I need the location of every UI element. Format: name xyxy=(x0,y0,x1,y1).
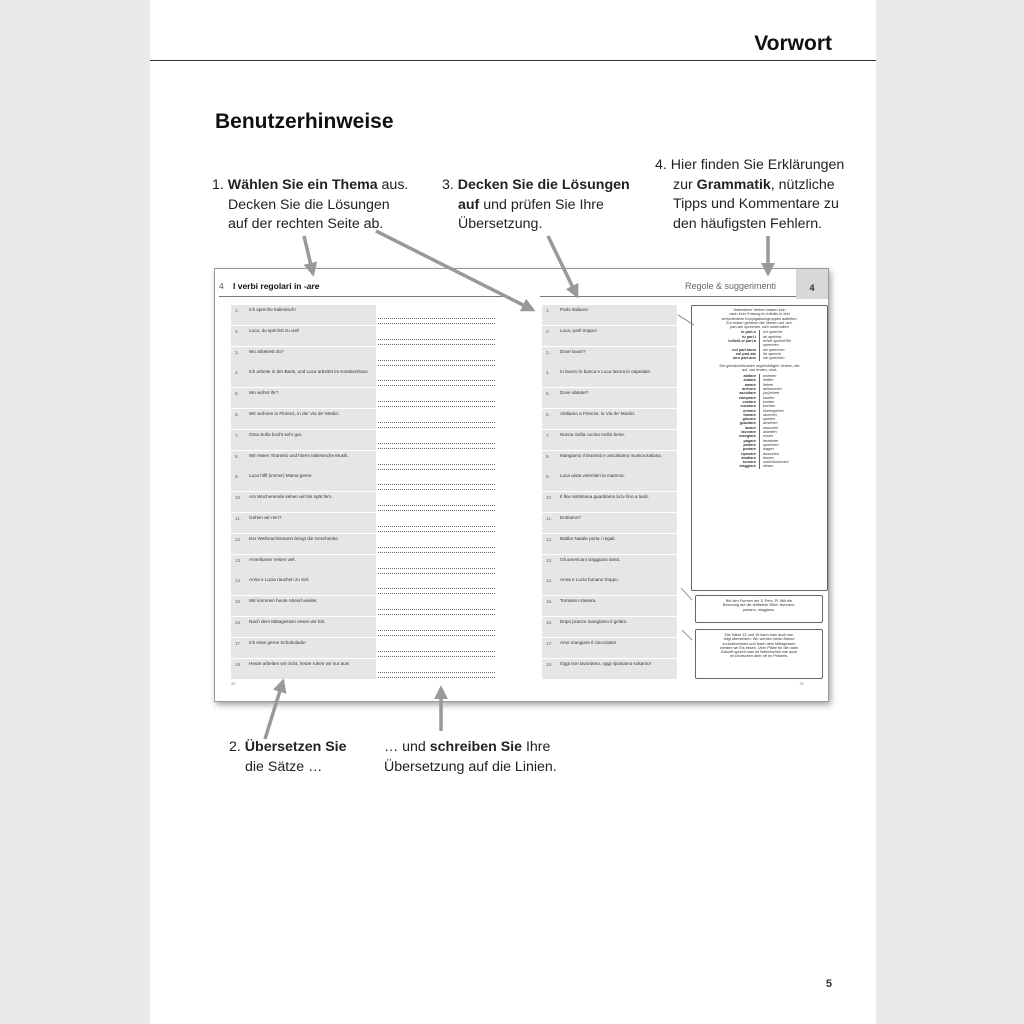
answer-line xyxy=(378,484,495,485)
answer-line xyxy=(378,593,495,594)
german-sentence xyxy=(231,471,376,491)
solution-text: Nonna Sofia cucina molto bene. xyxy=(560,431,626,437)
german-sentence xyxy=(231,347,376,367)
german-sentence xyxy=(231,513,376,533)
sentence-text: Amerikaner reisen viel. xyxy=(249,556,296,562)
verb-italian: lavare xyxy=(745,425,756,430)
instruction-3: 3. Decken Sie die Lösungen auf und prüfen Sie Ihre Übersetzung. xyxy=(442,177,630,232)
solution-number: 9. xyxy=(546,474,550,480)
answer-line xyxy=(378,464,495,465)
verb-german: kochen xyxy=(763,404,776,409)
verb-italian: abitare xyxy=(743,374,756,379)
header-rule xyxy=(150,60,876,61)
sentence-text: Wir wohnen in Florenz, in der Via de' Medici. xyxy=(249,411,340,416)
answer-line xyxy=(378,427,495,428)
left-page-heading: 4 I verbi regolari in -are xyxy=(219,281,320,291)
document-page xyxy=(150,0,876,1024)
answer-line xyxy=(378,448,495,449)
verb-german: ankommen xyxy=(763,387,782,392)
conjugation-italian: lui/lei/Lei parl-a xyxy=(728,339,756,344)
sentence-text: Am Wochenende sehen wir bis spät fern. xyxy=(249,494,333,500)
sentence-number: 18. xyxy=(235,661,242,667)
sentence-number: 10. xyxy=(235,495,242,501)
italian-solution xyxy=(542,534,677,554)
verb-german: lieben xyxy=(763,382,774,387)
german-sentence xyxy=(231,638,376,658)
header-title: Vorwort xyxy=(754,32,832,55)
solution-text: Gli americani viaggiano tanto. xyxy=(560,556,621,562)
verb-italian: riposare xyxy=(741,451,756,456)
answer-line xyxy=(378,630,495,631)
solution-number: 11. xyxy=(546,516,553,521)
sentence-text: Oma Sofia kocht sehr gut. xyxy=(249,431,303,437)
grammar-text: Betonung auf die drittletzte Silbe: lavorano, xyxy=(722,603,796,608)
conjugation-german: sie sprechen xyxy=(763,356,785,361)
answer-line xyxy=(378,609,495,610)
sentence-text: Luca hilft (immer) Mama gerne. xyxy=(249,473,313,479)
solution-text: Babbo Natale porta i regali. xyxy=(560,535,616,541)
solution-number: 6. xyxy=(546,412,550,417)
german-sentence xyxy=(231,659,376,679)
verb-german: wohnen xyxy=(763,374,777,379)
sentence-number: 1. xyxy=(235,308,239,313)
solution-text: Parlo italiano! xyxy=(560,307,588,312)
answer-line xyxy=(378,318,495,319)
verb-german: sprechen xyxy=(763,442,779,447)
german-sentence xyxy=(231,451,376,471)
answer-line xyxy=(378,552,495,553)
solution-number: 3. xyxy=(546,349,550,355)
sentence-number: 17. xyxy=(235,640,242,646)
german-sentence xyxy=(231,367,376,387)
left-heading-rule xyxy=(219,296,510,297)
grammar-text: verschiedene Konjugationsgruppen aufteilen. xyxy=(721,316,798,321)
verb-italian: tornare xyxy=(742,460,756,465)
solution-number: 13. xyxy=(546,557,553,563)
conjugation-german: du sprichst xyxy=(763,334,782,339)
verb-german: hineingehen xyxy=(763,408,784,413)
verb-italian: parlare xyxy=(743,442,756,447)
verb-italian: viaggiare xyxy=(739,464,756,469)
sentence-number: 4. xyxy=(235,370,239,376)
sentence-number: 7. xyxy=(235,432,239,438)
sentence-text: Ich arbeite in der Bank, und Luca arbeitet im Krankenhaus. xyxy=(249,369,369,375)
italian-solution xyxy=(542,575,677,595)
solution-number: 8. xyxy=(546,453,550,459)
solution-text: Anna e Lucia fumano troppo. xyxy=(560,577,619,583)
german-sentence xyxy=(231,596,376,616)
german-sentence xyxy=(231,430,376,450)
verb-german: ansehen xyxy=(763,421,778,426)
answer-line xyxy=(378,401,495,402)
answer-line xyxy=(378,651,495,652)
german-sentence xyxy=(231,555,376,575)
german-sentence xyxy=(231,575,376,595)
verb-german: rauchen xyxy=(763,412,777,417)
verb-italian: giocare xyxy=(742,417,756,422)
verb-german: ausruhen xyxy=(763,451,779,456)
instruction-2b: … und schreiben Sie Ihre Übersetzung auf die Linien. xyxy=(384,739,557,775)
solution-number: 14. xyxy=(546,578,553,584)
sentence-number: 12. xyxy=(235,536,242,542)
grammar-text: nach ihrer Endung im Infinitiv in drei xyxy=(729,312,790,317)
italian-solution xyxy=(542,596,677,616)
verb-german: lernen xyxy=(763,455,774,460)
verb-german: kosten xyxy=(763,399,775,404)
verb-italian: lavorare xyxy=(741,430,756,435)
answer-line xyxy=(378,672,495,673)
answer-line xyxy=(378,365,495,366)
conjugation-german: ich spreche xyxy=(763,330,783,335)
answer-line xyxy=(378,635,495,636)
verb-italian: arrivare xyxy=(742,387,756,392)
answer-line xyxy=(378,385,495,386)
grammar-text: Die gebräuchlichsten regelmäßigen Verben, die xyxy=(719,363,800,368)
sentence-text: Ich esse gerne Schokolade! xyxy=(249,639,306,645)
sentence-number: 8. xyxy=(235,453,239,459)
verb-italian: aiutare xyxy=(743,378,756,383)
answer-line xyxy=(378,469,495,470)
solution-text: Dove abitate? xyxy=(560,390,589,396)
answer-line xyxy=(378,677,495,678)
answer-line xyxy=(378,489,495,490)
verb-italian: ascoltare xyxy=(739,391,756,396)
conjugation-german: wir sprechen xyxy=(763,347,785,352)
sentence-number: 16. xyxy=(235,620,242,625)
answer-line xyxy=(378,344,495,345)
page-number: 5 xyxy=(825,978,832,990)
verb-german: bezahlen xyxy=(763,438,779,443)
german-sentence xyxy=(231,326,376,346)
answer-line xyxy=(378,656,495,657)
german-sentence xyxy=(231,617,376,637)
solution-number: 18. xyxy=(546,661,553,667)
italian-solution xyxy=(542,471,677,491)
verb-german: reisen xyxy=(763,464,774,469)
italian-solution xyxy=(542,617,677,637)
grammar-text: parlano, viaggiano. xyxy=(742,607,776,612)
solution-text: Entriamo? xyxy=(560,515,581,520)
grammar-text: auf -are enden, sind: xyxy=(742,367,777,372)
grammar-text: werden wir Eis essen. Über Pläne für die nahe xyxy=(719,645,799,650)
answer-line xyxy=(378,422,495,423)
conjugation-german: er/sie spricht/Sie xyxy=(763,339,792,344)
verb-german: tragen xyxy=(763,447,774,452)
italian-solution xyxy=(542,659,677,679)
verb-italian: entrare xyxy=(743,408,756,413)
conjugation-german: ihr sprecht xyxy=(763,351,781,356)
verb-italian: fumare xyxy=(743,412,756,417)
instruction-4: 4. Hier finden Sie Erklärungen zur Grammatik, nützliche Tipps und Kommentare zu den häufigsten Fehlern. xyxy=(655,157,845,232)
solution-number: 5. xyxy=(546,391,550,397)
italian-solution xyxy=(542,451,677,471)
italian-solution xyxy=(542,347,677,367)
verb-italian: guardare xyxy=(739,421,756,426)
verb-german: spielen xyxy=(763,417,776,422)
sentence-text: Wo wohnt ihr? xyxy=(249,390,279,396)
italian-solution xyxy=(542,638,677,658)
grammar-text: Zur ersten gehören die Verben auf -are. xyxy=(726,320,793,325)
solution-text: Torniamo stasera. xyxy=(560,598,597,604)
answer-line xyxy=(378,505,495,506)
sentence-text: Anna e Lucia rauchen zu viel. xyxy=(249,577,310,583)
solution-number: 2. xyxy=(546,328,550,334)
solution-number: 17. xyxy=(546,640,553,646)
grammar-text: Zukunft spricht man im Italienischen wie auch xyxy=(720,650,798,655)
italian-solution xyxy=(542,388,677,408)
conjugation-italian: loro parl-ano xyxy=(732,356,756,361)
verb-italian: portare xyxy=(742,447,756,452)
verb-italian: cucinare xyxy=(740,404,756,409)
solution-text: Oggi non lavoriamo, oggi riposiamo soltanto! xyxy=(560,660,651,666)
grammar-text: folgt übersetzen: Wir werden heute Abend xyxy=(723,637,795,642)
sentence-text: Heute arbeiten wir nicht, heute ruhen wir nur aus! xyxy=(249,660,350,666)
right-heading-rule xyxy=(540,296,796,297)
conjugation-italian: io parl-o xyxy=(741,330,756,335)
sentence-text: Wir essen Tiramisù und hören italienische Musik. xyxy=(249,452,349,458)
grammar-box-main xyxy=(691,305,828,591)
answer-line xyxy=(378,380,495,381)
grammar-text: Die Sätze 15 und 16 kann man auch wie xyxy=(724,633,794,637)
verb-italian: comprare xyxy=(738,395,756,400)
sentence-number: 9. xyxy=(235,474,239,480)
solution-text: Io lavoro in banca e Luca lavora in ospedale. xyxy=(560,369,652,375)
answer-line xyxy=(378,443,495,444)
german-sentence xyxy=(231,305,376,325)
solution-text: Il fine settimana guardiamo la tv fino a tardi. xyxy=(560,494,649,500)
answer-line xyxy=(378,406,495,407)
solution-text: Dopo pranzo mangiamo il gelato. xyxy=(560,619,628,624)
german-sentence xyxy=(231,409,376,429)
sentence-text: Wo arbeitest du? xyxy=(249,348,284,354)
italian-solution xyxy=(542,409,677,429)
sentence-number: 5. xyxy=(235,391,239,397)
sentence-text: Gehen wir rein? xyxy=(249,515,282,520)
sentence-number: 15. xyxy=(235,599,242,605)
italian-solution xyxy=(542,305,677,325)
conjugation-german: sprechen xyxy=(763,343,779,348)
verb-german: (zu)hören xyxy=(763,391,780,396)
conjugation-italian: tu parl-i xyxy=(742,334,756,339)
solution-number: 4. xyxy=(546,370,550,376)
verb-italian: costare xyxy=(742,399,756,404)
answer-line xyxy=(378,573,495,574)
sentence-number: 14. xyxy=(235,578,242,584)
answer-line xyxy=(378,588,495,589)
instruction-2: 2. Übersetzen Sie die Sätze … xyxy=(229,739,347,775)
right-page-tab: 4 xyxy=(796,269,828,299)
verb-german: waschen xyxy=(763,425,778,430)
book-spread-illustration xyxy=(214,268,829,702)
answer-line xyxy=(378,568,495,569)
grammar-text: Bei den Formen der 3. Pers. Pl. fällt die xyxy=(725,599,793,603)
sentence-text: Luca, du sprichst zu viel! xyxy=(249,327,300,333)
footer-page-left: 20 xyxy=(231,681,236,686)
answer-line xyxy=(378,547,495,548)
solution-number: 1. xyxy=(546,308,550,313)
conjugation-italian: noi parl-iamo xyxy=(732,347,756,352)
grammar-box-stress xyxy=(695,595,823,623)
instruction-1: 1. Wählen Sie ein Thema aus. Decken Sie die Lösungen auf der rechten Seite ab. xyxy=(212,177,409,232)
german-sentence xyxy=(231,492,376,512)
verb-italian: pagare xyxy=(743,438,756,443)
solution-text: Amo mangiare il cioccolato! xyxy=(560,639,617,645)
answer-line xyxy=(378,531,495,532)
solution-number: 12. xyxy=(546,536,553,542)
footer-page-right: 21 xyxy=(799,681,804,686)
verb-german: zurückkommen xyxy=(763,460,789,465)
answer-line xyxy=(378,614,495,615)
solution-text: Abitiamo a Firenze, in Via de' Medici. xyxy=(560,411,636,416)
sentence-text: Wir kommen heute Abend wieder. xyxy=(249,598,318,604)
solution-number: 7. xyxy=(546,432,550,438)
answer-line xyxy=(378,526,495,527)
right-page-heading: Regole & suggerimenti xyxy=(685,281,777,291)
sentence-text: Ich spreche Italienisch! xyxy=(249,307,296,312)
verb-italian: amare xyxy=(744,382,756,387)
italian-solution xyxy=(542,430,677,450)
german-sentence xyxy=(231,388,376,408)
sentence-number: 11. xyxy=(235,516,242,521)
solution-text: Luca aiuta volentieri la mamma. xyxy=(560,473,625,479)
italian-solution xyxy=(542,492,677,512)
sentence-number: 2. xyxy=(235,328,239,334)
grammar-text: parl-are sprechen, sich unterhalten xyxy=(730,325,789,330)
solution-text: Luca, parli troppo! xyxy=(560,327,597,333)
verb-german: kaufen xyxy=(763,395,775,400)
italian-solution xyxy=(542,555,677,575)
answer-line xyxy=(378,339,495,340)
section-title: Benutzerhinweise xyxy=(215,110,394,133)
italian-solution xyxy=(542,326,677,346)
solution-number: 10. xyxy=(546,495,553,501)
italian-solution xyxy=(542,513,677,533)
solution-number: 15. xyxy=(546,599,553,605)
solution-number: 16. xyxy=(546,620,553,625)
verb-german: essen xyxy=(763,434,774,439)
verb-italian: mangiare xyxy=(739,434,756,439)
solution-text: Dove lavori? xyxy=(560,348,586,354)
grammar-text: zurückkommen und Nach dem Mittagessen xyxy=(722,641,796,646)
sentence-text: Nach dem Mittagessen essen wir Eis. xyxy=(249,619,326,624)
conjugation-italian: voi parl-ate xyxy=(735,351,756,356)
grammar-text: Italienische Verben lassen sich xyxy=(733,308,786,312)
sentence-number: 3. xyxy=(235,349,239,355)
sentence-number: 13. xyxy=(235,557,242,563)
solution-text: Mangiamo il tiramisù e ascoltiamo musica italiana. xyxy=(560,452,663,458)
answer-line xyxy=(378,510,495,511)
grammar-text: im Deutschen aber oft im Präsens. xyxy=(729,654,789,659)
answer-line xyxy=(378,323,495,324)
verb-german: arbeiten xyxy=(763,430,777,435)
sentence-number: 6. xyxy=(235,412,239,417)
verb-italian: studiare xyxy=(741,455,756,460)
german-sentence xyxy=(231,534,376,554)
sentence-text: Der Weihnachtsmann bringt die Geschenke. xyxy=(249,535,340,541)
grammar-box-present xyxy=(695,629,823,679)
answer-line xyxy=(378,360,495,361)
verb-german: helfen xyxy=(763,378,774,383)
italian-solution xyxy=(542,367,677,387)
